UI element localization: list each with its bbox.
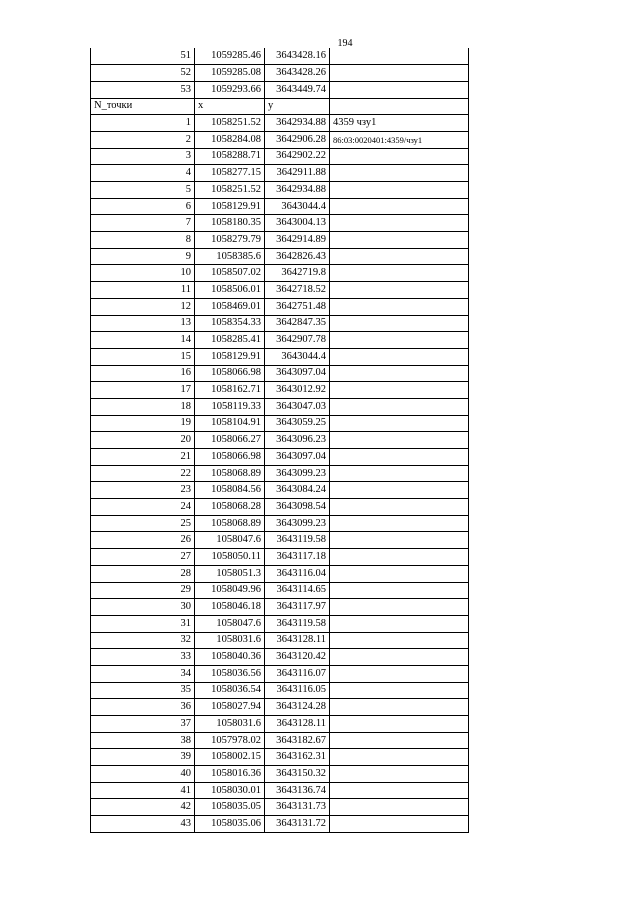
table-row: [91, 432, 469, 449]
note-cell: [330, 215, 469, 232]
x-coordinate-cell: 1058385.6: [195, 248, 265, 265]
point-number-cell: 15: [91, 348, 195, 365]
y-coordinate-cell: 3643128.11: [265, 716, 330, 733]
table-row: [91, 232, 469, 249]
note-cell: [330, 332, 469, 349]
y-coordinate-cell: 3643044.4: [265, 348, 330, 365]
x-coordinate-cell: 1058031.6: [195, 632, 265, 649]
table-row: [91, 816, 469, 833]
note-cell: [330, 716, 469, 733]
point-number-cell: 27: [91, 549, 195, 566]
note-cell: [330, 398, 469, 415]
y-coordinate-cell: 3643119.58: [265, 615, 330, 632]
x-coordinate-cell: 1058016.36: [195, 766, 265, 783]
note-cell: [330, 732, 469, 749]
header-y-coordinate-cell: y: [265, 98, 330, 115]
x-coordinate-cell: 1058285.41: [195, 332, 265, 349]
point-number-cell: 17: [91, 382, 195, 399]
point-number-cell: 3: [91, 148, 195, 165]
point-number-cell: 51: [91, 48, 195, 65]
table-row: [91, 582, 469, 599]
y-coordinate-cell: 3642914.89: [265, 232, 330, 249]
y-coordinate-cell: 3642718.52: [265, 282, 330, 299]
table-row: [91, 749, 469, 766]
header-x-coordinate-cell: x: [195, 98, 265, 115]
y-coordinate-cell: 3643119.58: [265, 532, 330, 549]
x-coordinate-cell: 1058068.28: [195, 499, 265, 516]
table-row: [91, 115, 469, 132]
x-coordinate-cell: 1058030.01: [195, 782, 265, 799]
x-coordinate-cell: 1058050.11: [195, 549, 265, 566]
point-number-cell: 19: [91, 415, 195, 432]
y-coordinate-cell: 3643004.13: [265, 215, 330, 232]
x-coordinate-cell: 1058119.33: [195, 398, 265, 415]
point-number-cell: 21: [91, 449, 195, 466]
table-row: [91, 649, 469, 666]
x-coordinate-cell: 1058031.6: [195, 716, 265, 733]
note-cell: [330, 515, 469, 532]
y-coordinate-cell: 3643428.16: [265, 48, 330, 65]
point-number-cell: 9: [91, 248, 195, 265]
point-number-cell: 35: [91, 682, 195, 699]
table-row: [91, 532, 469, 549]
table-row: [91, 365, 469, 382]
x-coordinate-cell: 1058035.05: [195, 799, 265, 816]
point-number-cell: 22: [91, 465, 195, 482]
note-cell: [330, 48, 469, 65]
header-point-number-cell: N_точки: [91, 98, 195, 115]
table-row: [91, 348, 469, 365]
note-cell: [330, 816, 469, 833]
y-coordinate-cell: 3643162.31: [265, 749, 330, 766]
x-coordinate-cell: 1058068.89: [195, 465, 265, 482]
y-coordinate-cell: 3643117.18: [265, 549, 330, 566]
point-number-cell: 2: [91, 131, 195, 148]
table-header-row: [91, 98, 469, 115]
point-number-cell: 41: [91, 782, 195, 799]
point-number-cell: 42: [91, 799, 195, 816]
table-row: [91, 182, 469, 199]
note-cell: [330, 699, 469, 716]
coordinates-table: [90, 48, 469, 833]
note-cell: [330, 432, 469, 449]
y-coordinate-cell: 3643097.04: [265, 365, 330, 382]
note-cell: [330, 682, 469, 699]
table-row: [91, 332, 469, 349]
point-number-cell: 37: [91, 716, 195, 733]
table-row: [91, 782, 469, 799]
point-number-cell: 6: [91, 198, 195, 215]
note-cell: [330, 565, 469, 582]
x-coordinate-cell: 1058288.71: [195, 148, 265, 165]
y-coordinate-cell: 3643096.23: [265, 432, 330, 449]
point-number-cell: 14: [91, 332, 195, 349]
table-row: [91, 682, 469, 699]
point-number-cell: 52: [91, 65, 195, 82]
table-row: [91, 81, 469, 98]
y-coordinate-cell: 3642902.22: [265, 148, 330, 165]
y-coordinate-cell: 3643116.07: [265, 665, 330, 682]
point-number-cell: 34: [91, 665, 195, 682]
x-coordinate-cell: 1058040.36: [195, 649, 265, 666]
note-cell: [330, 415, 469, 432]
note-cell: [330, 165, 469, 182]
table-row: [91, 282, 469, 299]
coordinates-table-body: [91, 48, 469, 832]
y-coordinate-cell: 3643128.11: [265, 632, 330, 649]
table-row: [91, 198, 469, 215]
note-cell: 4359 чзу1: [330, 115, 469, 132]
y-coordinate-cell: 3643116.05: [265, 682, 330, 699]
point-number-cell: 25: [91, 515, 195, 532]
note-cell: [330, 482, 469, 499]
point-number-cell: 43: [91, 816, 195, 833]
table-row: [91, 415, 469, 432]
note-cell: [330, 799, 469, 816]
note-cell: [330, 549, 469, 566]
x-coordinate-cell: 1058036.56: [195, 665, 265, 682]
note-cell: [330, 599, 469, 616]
page-number: 194: [337, 38, 353, 49]
x-coordinate-cell: 1058035.06: [195, 816, 265, 833]
x-coordinate-cell: 1059285.46: [195, 48, 265, 65]
y-coordinate-cell: 3643124.28: [265, 699, 330, 716]
y-coordinate-cell: 3643098.54: [265, 499, 330, 516]
table-row: [91, 315, 469, 332]
table-row: [91, 131, 469, 148]
point-number-cell: 20: [91, 432, 195, 449]
y-coordinate-cell: 3643120.42: [265, 649, 330, 666]
y-coordinate-cell: 3642719.8: [265, 265, 330, 282]
note-cell: [330, 81, 469, 98]
table-row: [91, 632, 469, 649]
x-coordinate-cell: 1058068.89: [195, 515, 265, 532]
y-coordinate-cell: 3643428.26: [265, 65, 330, 82]
y-coordinate-cell: 3643084.24: [265, 482, 330, 499]
y-coordinate-cell: 3642847.35: [265, 315, 330, 332]
point-number-cell: 11: [91, 282, 195, 299]
x-coordinate-cell: 1058279.79: [195, 232, 265, 249]
point-number-cell: 53: [91, 81, 195, 98]
x-coordinate-cell: 1058251.52: [195, 182, 265, 199]
point-number-cell: 7: [91, 215, 195, 232]
point-number-cell: 29: [91, 582, 195, 599]
x-coordinate-cell: 1058162.71: [195, 382, 265, 399]
point-number-cell: 8: [91, 232, 195, 249]
table-row: [91, 766, 469, 783]
y-coordinate-cell: 3643047.03: [265, 398, 330, 415]
y-coordinate-cell: 3642906.28: [265, 131, 330, 148]
x-coordinate-cell: 1058066.98: [195, 365, 265, 382]
point-number-cell: 4: [91, 165, 195, 182]
x-coordinate-cell: 1058002.15: [195, 749, 265, 766]
table-row: [91, 398, 469, 415]
point-number-cell: 33: [91, 649, 195, 666]
point-number-cell: 1: [91, 115, 195, 132]
y-coordinate-cell: 3642826.43: [265, 248, 330, 265]
note-cell: [330, 248, 469, 265]
y-coordinate-cell: 3643044.4: [265, 198, 330, 215]
table-row: [91, 382, 469, 399]
note-cell: [330, 198, 469, 215]
x-coordinate-cell: 1057978.02: [195, 732, 265, 749]
note-cell: [330, 749, 469, 766]
x-coordinate-cell: 1058036.54: [195, 682, 265, 699]
x-coordinate-cell: 1058047.6: [195, 615, 265, 632]
note-cell: [330, 649, 469, 666]
y-coordinate-cell: 3643449.74: [265, 81, 330, 98]
note-cell: [330, 382, 469, 399]
table-row: [91, 515, 469, 532]
x-coordinate-cell: 1058354.33: [195, 315, 265, 332]
note-cell: [330, 632, 469, 649]
y-coordinate-cell: 3642907.78: [265, 332, 330, 349]
table-row: [91, 482, 469, 499]
y-coordinate-cell: 3643116.04: [265, 565, 330, 582]
x-coordinate-cell: 1059293.66: [195, 81, 265, 98]
x-coordinate-cell: 1058027.94: [195, 699, 265, 716]
y-coordinate-cell: 3643097.04: [265, 449, 330, 466]
table-row: [91, 665, 469, 682]
note-cell: [330, 348, 469, 365]
point-number-cell: 10: [91, 265, 195, 282]
point-number-cell: 32: [91, 632, 195, 649]
y-coordinate-cell: 3643059.25: [265, 415, 330, 432]
table-row: [91, 549, 469, 566]
table-row: [91, 799, 469, 816]
y-coordinate-cell: 3643131.72: [265, 816, 330, 833]
x-coordinate-cell: 1058251.52: [195, 115, 265, 132]
note-cell: [330, 182, 469, 199]
x-coordinate-cell: 1058104.91: [195, 415, 265, 432]
y-coordinate-cell: 3643150.32: [265, 766, 330, 783]
note-cell: [330, 232, 469, 249]
note-cell: 86:03:0020401:4359/чзу1: [330, 131, 469, 148]
x-coordinate-cell: 1058066.27: [195, 432, 265, 449]
point-number-cell: 18: [91, 398, 195, 415]
note-cell: [330, 148, 469, 165]
y-coordinate-cell: 3643117.97: [265, 599, 330, 616]
note-cell: [330, 315, 469, 332]
point-number-cell: 31: [91, 615, 195, 632]
x-coordinate-cell: 1058084.56: [195, 482, 265, 499]
y-coordinate-cell: 3643099.23: [265, 465, 330, 482]
x-coordinate-cell: 1059285.08: [195, 65, 265, 82]
table-row: [91, 148, 469, 165]
y-coordinate-cell: 3643114.65: [265, 582, 330, 599]
x-coordinate-cell: 1058129.91: [195, 348, 265, 365]
point-number-cell: 30: [91, 599, 195, 616]
x-coordinate-cell: 1058129.91: [195, 198, 265, 215]
y-coordinate-cell: 3643131.73: [265, 799, 330, 816]
point-number-cell: 12: [91, 298, 195, 315]
x-coordinate-cell: 1058506.01: [195, 282, 265, 299]
x-coordinate-cell: 1058046.18: [195, 599, 265, 616]
table-row: [91, 499, 469, 516]
point-number-cell: 28: [91, 565, 195, 582]
note-cell: [330, 282, 469, 299]
point-number-cell: 38: [91, 732, 195, 749]
x-coordinate-cell: 1058277.15: [195, 165, 265, 182]
x-coordinate-cell: 1058180.35: [195, 215, 265, 232]
note-cell: [330, 265, 469, 282]
table-row: [91, 565, 469, 582]
point-number-cell: 36: [91, 699, 195, 716]
y-coordinate-cell: 3642934.88: [265, 115, 330, 132]
y-coordinate-cell: 3643182.67: [265, 732, 330, 749]
x-coordinate-cell: 1058284.08: [195, 131, 265, 148]
point-number-cell: 23: [91, 482, 195, 499]
table-row: [91, 699, 469, 716]
table-row: [91, 65, 469, 82]
note-cell: [330, 499, 469, 516]
table-row: [91, 716, 469, 733]
table-row: [91, 48, 469, 65]
y-coordinate-cell: 3643099.23: [265, 515, 330, 532]
header-note-cell: [330, 98, 469, 115]
note-cell: [330, 615, 469, 632]
note-cell: [330, 782, 469, 799]
y-coordinate-cell: 3643012.92: [265, 382, 330, 399]
x-coordinate-cell: 1058066.98: [195, 449, 265, 466]
table-row: [91, 465, 469, 482]
table-row: [91, 165, 469, 182]
note-cell: [330, 766, 469, 783]
point-number-cell: 26: [91, 532, 195, 549]
y-coordinate-cell: 3642911.88: [265, 165, 330, 182]
note-cell: [330, 465, 469, 482]
x-coordinate-cell: 1058469.01: [195, 298, 265, 315]
point-number-cell: 13: [91, 315, 195, 332]
x-coordinate-cell: 1058049.96: [195, 582, 265, 599]
note-cell: [330, 449, 469, 466]
note-cell: [330, 532, 469, 549]
x-coordinate-cell: 1058051.3: [195, 565, 265, 582]
note-cell: [330, 365, 469, 382]
table-row: [91, 732, 469, 749]
point-number-cell: 5: [91, 182, 195, 199]
x-coordinate-cell: 1058047.6: [195, 532, 265, 549]
table-row: [91, 449, 469, 466]
x-coordinate-cell: 1058507.02: [195, 265, 265, 282]
table-row: [91, 215, 469, 232]
table-row: [91, 298, 469, 315]
table-row: [91, 615, 469, 632]
note-cell: [330, 582, 469, 599]
note-cell: [330, 665, 469, 682]
y-coordinate-cell: 3642751.48: [265, 298, 330, 315]
table-row: [91, 248, 469, 265]
y-coordinate-cell: 3643136.74: [265, 782, 330, 799]
point-number-cell: 40: [91, 766, 195, 783]
y-coordinate-cell: 3642934.88: [265, 182, 330, 199]
table-row: [91, 599, 469, 616]
point-number-cell: 16: [91, 365, 195, 382]
note-cell: [330, 298, 469, 315]
point-number-cell: 24: [91, 499, 195, 516]
table-row: [91, 265, 469, 282]
note-cell: [330, 65, 469, 82]
point-number-cell: 39: [91, 749, 195, 766]
